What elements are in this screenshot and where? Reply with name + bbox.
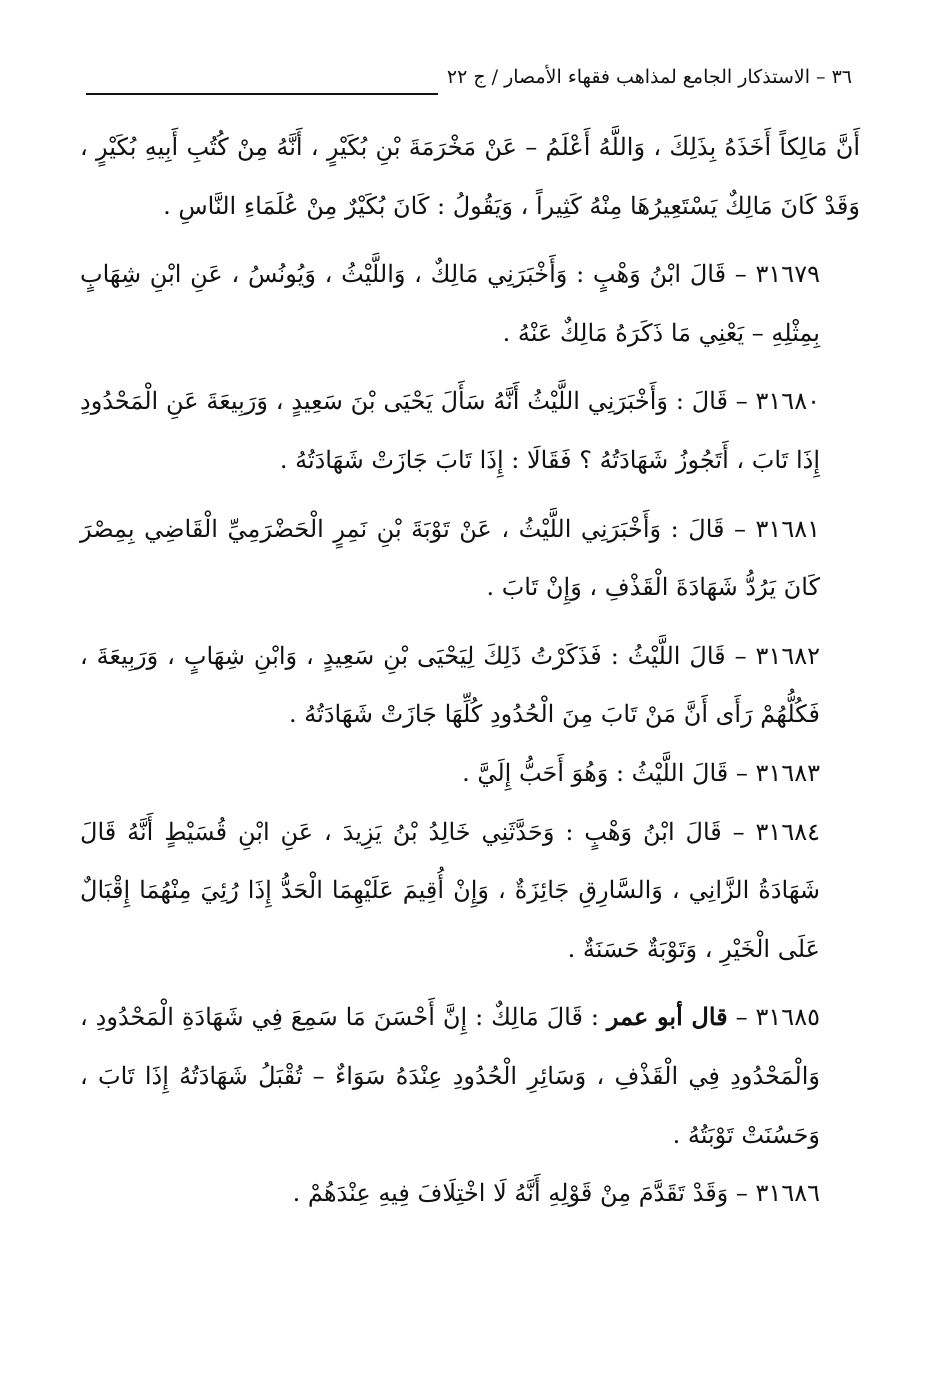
paragraph-31683 (80, 744, 860, 803)
paragraph-number: ٣١٦٨٠ – (735, 387, 820, 416)
paragraph-31679 (80, 245, 860, 362)
paragraph-number: ٣١٦٧٩ – (734, 260, 820, 289)
paragraph-text: قَالَ : وَأَخْبَرَنِي اللَّيْثُ ، عَنْ تَوْبَةَ بْنِ نَمِرٍ الْحَضْرَمِيِّ الْقَاضِي بِمِصْرَ كَانَ يَرُدُّ شَهَادَةَ الْقَذْفِ ، وَإِنْ تَابَ . (80, 514, 820, 602)
header-title: ٣٦ – الاستذكار الجامع لمذاهب فقهاء الأمصار / ج ٢٢ (446, 66, 852, 88)
text-body (80, 118, 860, 1223)
paragraph-text: قَالَ ابْنُ وَهْبٍ : وَأَخْبَرَنِي مَالِكٌ ، وَاللَّيْثُ ، وَيُونُسُ ، عَنِ ابْنِ شِهَابٍ بِمِثْلِهِ – يَعْنِي مَا ذَكَرَهُ مَالِكٌ عَنْهُ . (80, 260, 820, 347)
paragraph-31685 (80, 988, 860, 1164)
paragraph-text: : قَالَ مَالِكٌ : إِنَّ أَحْسَنَ مَا سَمِعَ فِي شَهَادَةِ الْمَحْدُودِ ، وَالْمَحْدُودِ فِي الْقَذْفِ ، وَسَائِرِ الْحُدُودِ عِنْدَهُ سَوَاءٌ – تُقْبَلُ شَهَادَتُهُ إِذَا تَابَ ، وَحَسُنَتْ تَوْبَتُهُ . (80, 1003, 820, 1149)
paragraph-number: ٣١٦٨٣ – (735, 758, 820, 787)
header-rule (86, 93, 438, 95)
paragraph-text: قَالَ : وَأَخْبَرَنِي اللَّيْثُ أَنَّهُ سَأَلَ يَحْيَى بْنَ سَعِيدٍ ، وَرَبِيعَةَ عَنِ الْمَحْدُودِ إِذَا تَابَ ، أَتَجُوزُ شَهَادَتُهُ ؟ فَقَالَا : إِذَا تَابَ جَازَتْ شَهَادَتُهُ . (80, 387, 820, 474)
paragraph-31680 (80, 372, 860, 489)
paragraph-text: قَالَ ابْنُ وَهْبٍ : وَحَدَّثَنِي خَالِدُ بْنُ يَزِيدَ ، عَنِ ابْنِ قُسَيْطٍ أَنَّهُ قَالَ شَهَادَةُ الزَّانِي ، وَالسَّارِقِ جَائِزَةٌ ، وَإِنْ أُقِيمَ عَلَيْهِمَا الْحَدُّ إِذَا رُئِيَ مِنْهُمَا إِقْبَالٌ عَلَى الْخَيْرِ ، وَتَوْبَةٌ حَسَنَةٌ . (80, 817, 820, 963)
paragraph-intro (80, 118, 860, 235)
paragraph-text: قَالَ اللَّيْثُ : فَذَكَرْتُ ذَلِكَ لِيَحْيَى بْنِ سَعِيدٍ ، وَابْنِ شِهَابٍ ، وَرَبِيعَةَ ، فَكُلُّهُمْ رَأَى أَنَّ مَنْ تَابَ مِنَ الْحُدُودِ كُلِّهَا جَازَتْ شَهَادَتُهُ . (80, 641, 820, 729)
paragraph-number: ٣١٦٨٢ – (734, 641, 820, 670)
running-header (86, 66, 852, 100)
paragraph-31681 (80, 500, 860, 617)
author-label: قال أبو عمر (606, 1002, 728, 1032)
paragraph-text: أَنَّ مَالِكاً أَخَذَهُ بِذَلِكَ ، وَاللَّهُ أَعْلَمُ – عَنْ مَخْرَمَةَ بْنِ بُكَيْرٍ ، أَنَّهُ مِنْ كُتُبِ أَبِيهِ بُكَيْرٍ ، وَقَدْ كَانَ مَالِكٌ يَسْتَعِيرُهَا مِنْهُ كَثِيراً ، وَيَقُولُ : كَانَ بُكَيْرٌ مِنْ عُلَمَاءِ النَّاسِ . (80, 133, 860, 220)
paragraph-number: ٣١٦٨٦ – (735, 1179, 820, 1208)
paragraph-number: ٣١٦٨٥ – (735, 1003, 820, 1032)
paragraph-number: ٣١٦٨١ – (734, 514, 820, 543)
paragraph-number: ٣١٦٨٤ – (732, 817, 820, 846)
paragraph-text: قَالَ اللَّيْثُ : وَهُوَ أَحَبُّ إِلَيَّ . (462, 758, 729, 787)
paragraph-31684 (80, 803, 860, 979)
paragraph-text: وَقَدْ تَقَدَّمَ مِنْ قَوْلِهِ أَنَّهُ لَا اخْتِلَافَ فِيهِ عِنْدَهُمْ . (292, 1179, 729, 1208)
paragraph-31686 (80, 1164, 860, 1223)
paragraph-31682 (80, 627, 860, 744)
